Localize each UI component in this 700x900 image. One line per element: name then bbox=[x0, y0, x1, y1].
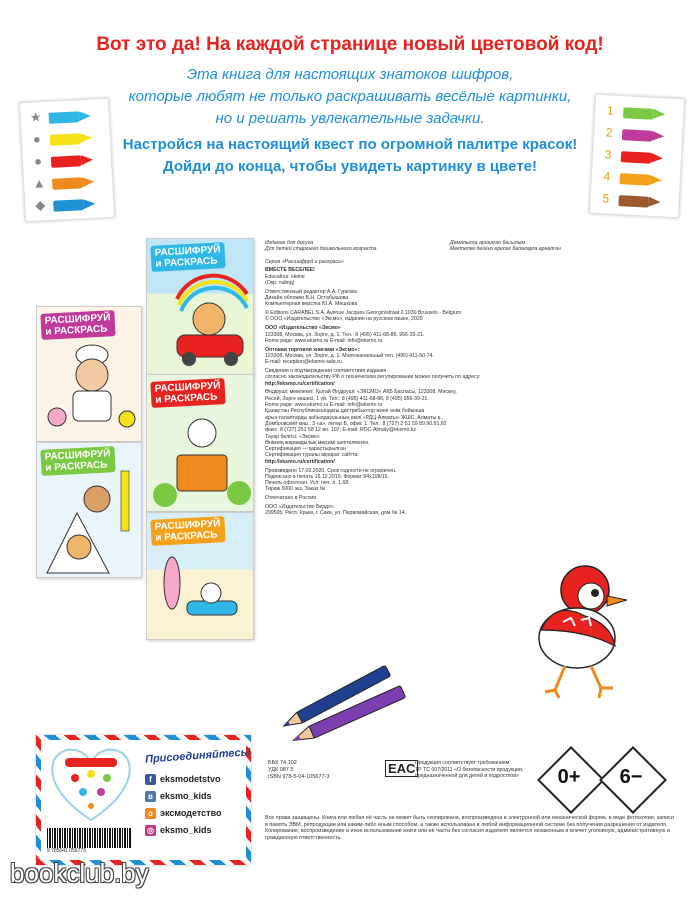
instagram-icon: ◎ bbox=[145, 825, 156, 836]
imprint-line: Ресей, Зорге көшесі, 1 үй. Тел.: 8 (495) 411-68-86, 8 (495) 956-39-21 bbox=[265, 395, 428, 402]
key-number: 1 bbox=[606, 103, 615, 118]
social-label: eksmo_kids bbox=[160, 825, 212, 835]
classification-codes bbox=[268, 760, 329, 781]
key-row bbox=[32, 173, 101, 195]
crayon-icon bbox=[622, 129, 653, 142]
eac-mark-icon: EAC bbox=[385, 760, 418, 777]
imprint-series: Серия «Расшифруй и раскрась» bbox=[265, 258, 344, 265]
key-row bbox=[602, 125, 671, 147]
eac-note-line: ТР ТС 007/2011 «О безопасности продукции, bbox=[415, 766, 524, 773]
key-row bbox=[30, 129, 99, 151]
series-logo-line: РАСШИФРУЙ bbox=[44, 312, 111, 327]
imprint-line: 299505, Респ. Крым, г. Саки, ул. Первомайская, дом № 14. bbox=[265, 510, 407, 517]
bird-illustration bbox=[515, 560, 645, 700]
imprint-line: Демалысқа арналған басылым bbox=[450, 240, 526, 246]
eac-note-line: Продукция соответствует требованиям bbox=[415, 760, 510, 766]
social-link-facebook[interactable] bbox=[145, 774, 221, 788]
key-row bbox=[603, 103, 672, 125]
imprint-line: Произведено 17.02.2020. Срок годности не ограничен. bbox=[265, 467, 397, 474]
age-mark-0: 0+ bbox=[557, 766, 581, 788]
key-row bbox=[31, 151, 100, 173]
crayon-icon bbox=[49, 111, 80, 124]
crayon-icon bbox=[53, 199, 84, 212]
cta-line: Настройся на настоящий квест по огромной палитре красок! bbox=[122, 136, 578, 153]
imprint-line: E-mail: reception@eksmo-sale.ru bbox=[265, 359, 342, 366]
crayon-tip bbox=[78, 111, 91, 122]
series-logo-line: РАСШИФРУЙ bbox=[154, 380, 221, 395]
social-link-ok[interactable] bbox=[145, 808, 222, 822]
social-label: eksmodetstvo bbox=[160, 774, 221, 784]
book-cover-bear-tent bbox=[36, 442, 142, 578]
triangle-icon: ▲ bbox=[32, 175, 46, 191]
imprint-line: Тауар белгісі: «Эксмо» bbox=[265, 433, 320, 440]
imprint-line: Оптовая торговля книгами «Эксмо»: bbox=[265, 346, 360, 353]
imprint-line: Отпечатано в России. bbox=[265, 495, 318, 502]
imprint-line: Тираж 5000 экз. Заказ № bbox=[265, 486, 326, 493]
key-row bbox=[598, 191, 667, 213]
key-row bbox=[599, 169, 668, 191]
crayon-icon bbox=[52, 177, 83, 190]
imprint-line: Дизайн обложки В.Н. Остабышова bbox=[265, 295, 349, 302]
imprint-line: Домбровский көш., 3 «а», литер Б, офис 1. Тел.: 8 (727) 2 51 59 89,90,91,92 bbox=[265, 420, 447, 427]
key-row bbox=[600, 147, 669, 169]
imprint-line: Печать офсетная. Усл. печ. л. 1,68. bbox=[265, 480, 350, 487]
imprint-line: Home page: www.eksmo.ru E-mail: info@eksmo.ru bbox=[265, 402, 383, 409]
heart-badge-icon bbox=[45, 744, 137, 824]
series-logo-line: и РАСКРАСЬ bbox=[155, 391, 218, 406]
series-logo-line: и РАСКРАСЬ bbox=[155, 255, 218, 270]
key-number: 2 bbox=[605, 125, 613, 140]
call-to-action bbox=[110, 134, 590, 178]
imprint-line: © Editions CARABEL S.A. Avenue Jacques Georgin/straat 2 1030 Brussels - Belgium bbox=[265, 310, 462, 317]
cover-illustration bbox=[147, 513, 253, 639]
key-row bbox=[28, 107, 97, 129]
imprint-line: Издание для досуга bbox=[265, 240, 314, 246]
key-number: 4 bbox=[603, 169, 611, 184]
crayon-tip bbox=[650, 175, 663, 186]
imprint-line: Для детей старшего дошкольного возраста bbox=[265, 246, 377, 253]
imprint-line: Ответственный редактор А.А. Гуркова bbox=[265, 288, 357, 295]
series-logo-line: РАСШИФРУЙ bbox=[154, 518, 221, 533]
intro-line: но и решать увлекательные задачки. bbox=[215, 110, 485, 127]
imprint-line: Home page: www.eksmo.ru E-mail: info@eksmo.ru bbox=[265, 337, 383, 344]
key-number: 3 bbox=[604, 147, 612, 162]
series-logo-line: и РАСКРАСЬ bbox=[155, 529, 218, 544]
cover-illustration bbox=[147, 375, 253, 511]
facebook-icon: f bbox=[145, 774, 156, 785]
imprint-title: ВМЕСТЕ ВЕСЕЛЕЕ! bbox=[265, 267, 315, 274]
key-row bbox=[33, 195, 102, 217]
crayon-icon bbox=[50, 133, 81, 146]
imprint-line: 123308, Москва, ул. Зорге, д. 1. Тел.: 8 (495) 411-68-86, 956-39-21. bbox=[265, 331, 425, 338]
cta-line: Дойди до конца, чтобы увидеть картинку в цвете! bbox=[163, 158, 537, 175]
crayon-icon bbox=[620, 173, 651, 186]
series-logo-line: РАСШИФРУЙ bbox=[154, 244, 221, 259]
social-label: эксмодетство bbox=[160, 808, 222, 818]
crayon-tip bbox=[652, 131, 665, 142]
imprint-line: http://eksmo.ru/certification/ bbox=[265, 458, 335, 465]
watermark: bookclub.by bbox=[10, 858, 149, 888]
book-cover-beach bbox=[146, 512, 254, 640]
intro-text bbox=[120, 64, 580, 130]
imprint-line: Сертификация — қарастырылған bbox=[265, 446, 346, 453]
book-cover-fox-basket bbox=[146, 374, 254, 512]
imprint-line: Сведения о подтверждении соответствия издания bbox=[265, 368, 387, 375]
series-logo-line: РАСШИФРУЙ bbox=[44, 448, 111, 463]
crayon-tip bbox=[80, 133, 93, 144]
intro-line: которые любят не только раскрашивать весёлые картинки, bbox=[128, 88, 572, 105]
crayon-tip bbox=[648, 197, 661, 208]
imprint-line: арыз-талаптарды қабылдаушының өкілі «РДЦ-Алматы» ЖШС, Алматы қ., bbox=[265, 414, 443, 421]
crayon-icon bbox=[618, 195, 649, 208]
circle-icon: ● bbox=[32, 131, 42, 147]
crayon-tip bbox=[81, 155, 94, 166]
number-color-key bbox=[589, 94, 685, 219]
diamond-icon: ◆ bbox=[34, 197, 46, 213]
crayon-icon bbox=[621, 151, 652, 164]
imprint-line: факс: 8 (727) 251 58 12 вн. 107; E-mail: RDC-Almaty@eksmo.kz bbox=[265, 427, 416, 434]
imprint-line: (Окр. тайпд) bbox=[265, 279, 295, 286]
social-link-instagram[interactable] bbox=[145, 825, 212, 839]
barcode bbox=[47, 828, 131, 848]
headline: Вот это да! На каждой странице новый цветовой код! bbox=[96, 34, 604, 55]
crayon-icon bbox=[623, 107, 654, 120]
star-icon: ★ bbox=[29, 109, 42, 125]
eac-note-line: предназначенной для детей и подростков» bbox=[415, 773, 519, 779]
ok-icon: о bbox=[145, 808, 156, 819]
crayons-illustration bbox=[280, 665, 420, 755]
vk-icon: в bbox=[145, 791, 156, 802]
imprint-line: 123308, Москва, ул. Зорге, д. 1. Многоканальный тел. (495) 411-50-74. bbox=[265, 352, 434, 359]
crayon-tip bbox=[82, 177, 95, 188]
imprint-line: Подписано в печать 16.12.2019. Формат 84х108/16. bbox=[265, 473, 389, 480]
series-logo-line: и РАСКРАСЬ bbox=[45, 323, 108, 338]
barcode-number: 9 785041 056773 bbox=[47, 848, 86, 854]
imprint-line: ООО «Издательство «Эксмо» bbox=[265, 325, 341, 332]
series-logo-line: и РАСКРАСЬ bbox=[45, 459, 108, 474]
eac-note bbox=[415, 760, 525, 780]
social-label: eksmo_kids bbox=[160, 791, 212, 801]
book-cover-chef bbox=[36, 306, 142, 442]
imprint-line: Қазақстан Республикасындағы дистрибьютор және өнім бойынша bbox=[265, 408, 425, 415]
imprint-line: Мектепке дейінгі ересек балаларға арналған bbox=[450, 246, 561, 253]
imprint-line: Educafour. Heine bbox=[265, 273, 305, 280]
imprint-line: Компьютерная верстка Ю.А. Мешкова bbox=[265, 301, 358, 308]
imprint-header bbox=[265, 240, 600, 253]
imprint-line: © ООО «Издательство «Эксмо», издание на русском языке, 2020 bbox=[265, 316, 423, 323]
social-link-vk[interactable] bbox=[145, 791, 212, 805]
cover-illustration bbox=[37, 443, 141, 577]
crayon-icon bbox=[51, 155, 82, 168]
crayon-tip bbox=[653, 109, 666, 120]
isbn-code: ISBN 978-5-04-105677-3 bbox=[268, 774, 330, 780]
age-mark-6: 6− bbox=[619, 766, 643, 788]
imprint-block bbox=[265, 240, 600, 517]
cover-illustration bbox=[147, 239, 253, 375]
join-label: Присоединяйтесь! bbox=[144, 746, 252, 766]
imprint-line: Сертификация туралы ақпарат сайтта: bbox=[265, 452, 359, 459]
imprint-line: ООО «Издательство Бердо» bbox=[265, 503, 334, 510]
book-cover-cat-car bbox=[146, 238, 254, 376]
symbol-color-key bbox=[19, 98, 115, 223]
circle-icon: ● bbox=[33, 153, 43, 169]
crayon-tip bbox=[651, 153, 664, 164]
legal-notice: Все права защищены. Книга или любая её часть не может быть скопирована, воспроизведена в электронной или механической форме, в виде фотокопии, записи в память ЭВМ, репродукции или каким-либо иным способом, а также использована в любой информационной системе без получения разрешения от издателя. Копирование, воспроизведение и иное использование книги или её части без согласия издателя является незаконным и влечет уголовную, административную и гражданскую ответственность. bbox=[265, 815, 674, 841]
intro-line: Эта книга для настоящих знатоков шифров, bbox=[186, 66, 514, 83]
cover-illustration bbox=[37, 307, 141, 441]
udk-code: УДК 087.5 bbox=[268, 767, 294, 773]
imprint-line: согласно законодательству РФ о техническом регулировании можно получить по адресу: bbox=[265, 374, 481, 381]
imprint-line: Өндіруші: мемлекет: Қытай Өндіруші: «ЭКСМО» АҚБ Баспасы, 123308, Мәскеу, bbox=[265, 389, 457, 396]
social-envelope bbox=[36, 735, 251, 865]
imprint-line: Өнімнің жарамдылық мерзімі шектелмеген. bbox=[265, 439, 370, 446]
crayon-tip bbox=[83, 199, 96, 210]
imprint-line: http://eksmo.ru/certification/ bbox=[265, 380, 335, 387]
bbk-code: ББК 74.102 bbox=[268, 760, 297, 766]
key-number: 5 bbox=[602, 191, 610, 206]
